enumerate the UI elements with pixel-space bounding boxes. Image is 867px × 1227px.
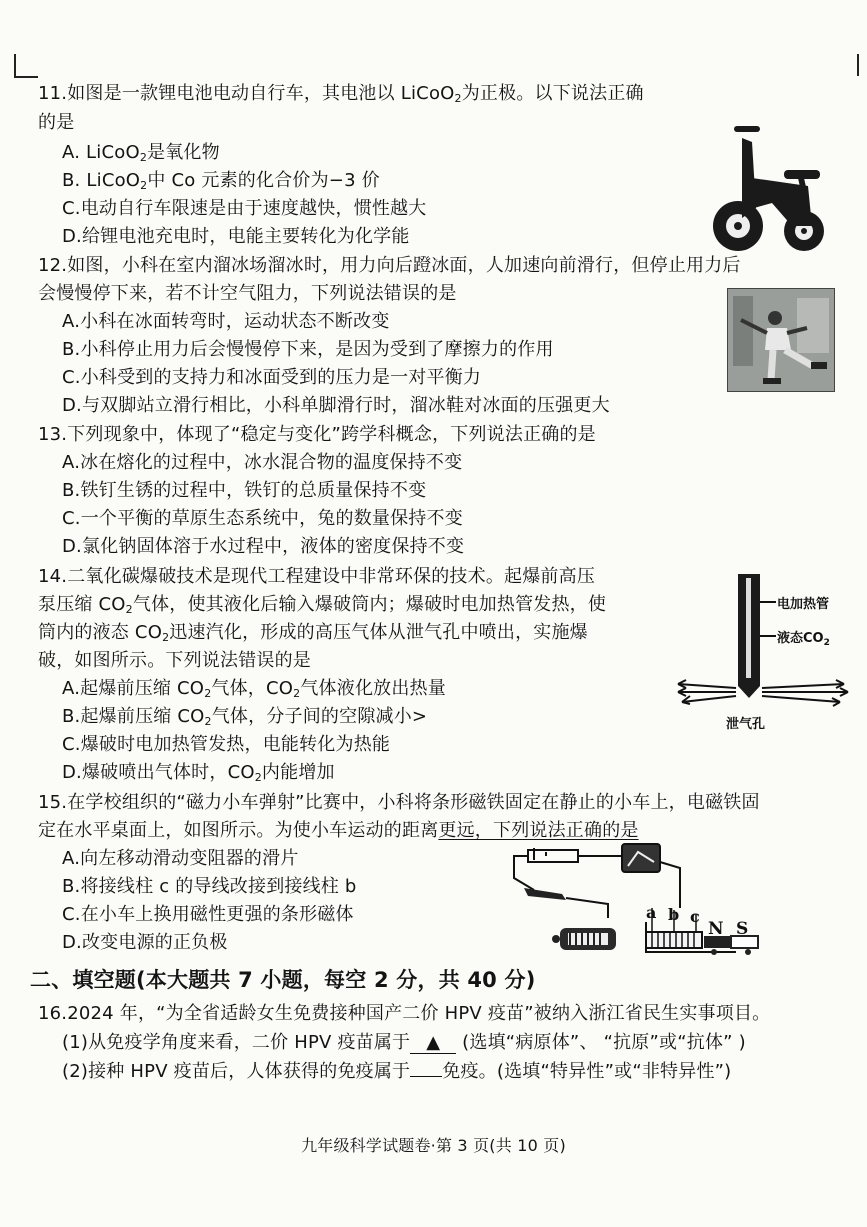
q14-option-d: D.爆破喷出气体时，$CO_2$内能增加 [62,762,335,784]
q15-option-c: C.在小车上换用磁性更强的条形磁体 [62,904,354,925]
q11-option-d: D.给锂电池充电时，电能主要转化为化学能 [62,226,410,247]
q11-stem-line1: 11.如图是一款锂电池电动自行车，其电池以 LiCoO$_2$为正极。以下说法正确 [38,83,644,105]
q14-option-b: B.起爆前压缩 $CO_2$气体，分子间的空隙减小> [62,706,428,728]
page-footer: 九年级科学试题卷·第 3 页(共 10 页) [301,1136,566,1155]
q11-option-c: C.电动自行车限速是由于速度越快，惯性越大 [62,198,427,219]
q16-part1: (1)从免疫学角度来看，二价 HPV 疫苗属于 ▲ (选填“病原体”、 “抗原”或“抗体” ) [62,1032,746,1053]
terminal-c-label: c [690,907,700,926]
q13-option-a: A.冰在熔化的过程中，冰水混合物的温度保持不变 [62,452,463,473]
crop-mark-left [14,54,38,78]
q15-option-d: D.改变电源的正负极 [62,932,228,953]
bicycle-figure [712,108,832,260]
co2-blaster-diagram [668,568,864,740]
q12-stem-line2: 会慢慢停下来，若不计空气阻力，下列说法错误的是 [38,283,457,304]
crop-mark-right [857,54,865,76]
q15-option-b: B.将接线柱 c 的导线改接到接线柱 b [62,876,357,897]
q12-stem-line1: 12.如图，小科在室内溜冰场溜冰时，用力向后蹬冰面，人加速向前滑行，但停止用力后 [38,255,741,276]
terminal-b-label: b [668,905,680,924]
q12-option-c: C.小科受到的支持力和冰面受到的压力是一对平衡力 [62,367,482,388]
skater-photo [727,288,835,392]
magnetic-car-circuit-diagram [510,838,772,966]
q14-stem-line3: 筒内的液态 $CO_2$迅速汽化，形成的高压气体从泄气孔中喷出，实施爆 [38,622,588,644]
q16-blank1[interactable]: ▲ [410,1033,456,1054]
q15-stem-line2: 定在水平桌面上，如图所示。为使小车运动的距离更远，下列说法正确的是 [38,820,639,841]
q13-option-c: C.一个平衡的草原生态系统中，兔的数量保持不变 [62,508,463,529]
q11-option-b: B. LiCoO$_2$中 Co 元素的化合价为−3 价 [62,170,380,192]
q15-stem-line1: 15.在学校组织的“磁力小车弹射”比赛中，小科将条形磁铁固定在静止的小车上，电磁铁固 [38,792,760,813]
q14-stem-line1: 14.二氧化碳爆破技术是现代工程建设中非常环保的技术。起爆前高压 [38,566,596,587]
q16-stem: 16.2024 年，“为全省适龄女生免费接种国产二价 HPV 疫苗”被纳入浙江省民生实事项目。 [38,1003,771,1024]
q12-option-a: A.小科在冰面转弯时，运动状态不断改变 [62,311,390,332]
q14-option-a: A.起爆前压缩 $CO_2$气体，$CO_2$气体液化放出热量 [62,678,446,700]
q11-option-a: A. LiCoO$_2$是氧化物 [62,142,220,164]
label-liquid-co2: 液态$CO_2$ [777,631,830,648]
q13-option-d: D.氯化钠固体溶于水过程中，液体的密度保持不变 [62,536,465,557]
q14-stem-line2: 泵压缩 $CO_2$气体，使其液化后输入爆破筒内；爆破时电加热管发热，使 [38,594,607,616]
label-heater-tube: 电加热管 [777,597,830,612]
q15-option-a: A.向左移动滑动变阻器的滑片 [62,848,299,869]
q14-stem-line4: 破，如图所示。下列说法错误的是 [38,650,311,671]
q12-option-b: B.小科停止用力后会慢慢停下来，是因为受到了摩擦力的作用 [62,339,554,360]
magnet-s-label: S [736,919,749,939]
q16-part2: (2)接种 HPV 疫苗后，人体获得的免疫属于 免疫。(选填“特异性”或“非特异性”) [62,1061,732,1082]
label-vent-hole: 泄气孔 [726,717,766,732]
magnet-n-label: N [708,919,724,939]
q16-blank2[interactable] [410,1076,442,1077]
section-2-title: 二、填空题(本大题共 7 小题，每空 2 分，共 40 分) [30,968,536,992]
q13-option-b: B.铁钉生锈的过程中，铁钉的总质量保持不变 [62,480,427,501]
q14-option-c: C.爆破时电加热管发热，电能转化为热能 [62,734,391,755]
terminal-a-label: a [646,903,657,922]
q13-stem: 13.下列现象中，体现了“稳定与变化”跨学科概念，下列说法正确的是 [38,424,596,445]
q11-stem-line2: 的是 [38,112,75,133]
q12-option-d: D.与双脚站立滑行相比，小科单脚滑行时，溜冰鞋对冰面的压强更大 [62,395,610,416]
